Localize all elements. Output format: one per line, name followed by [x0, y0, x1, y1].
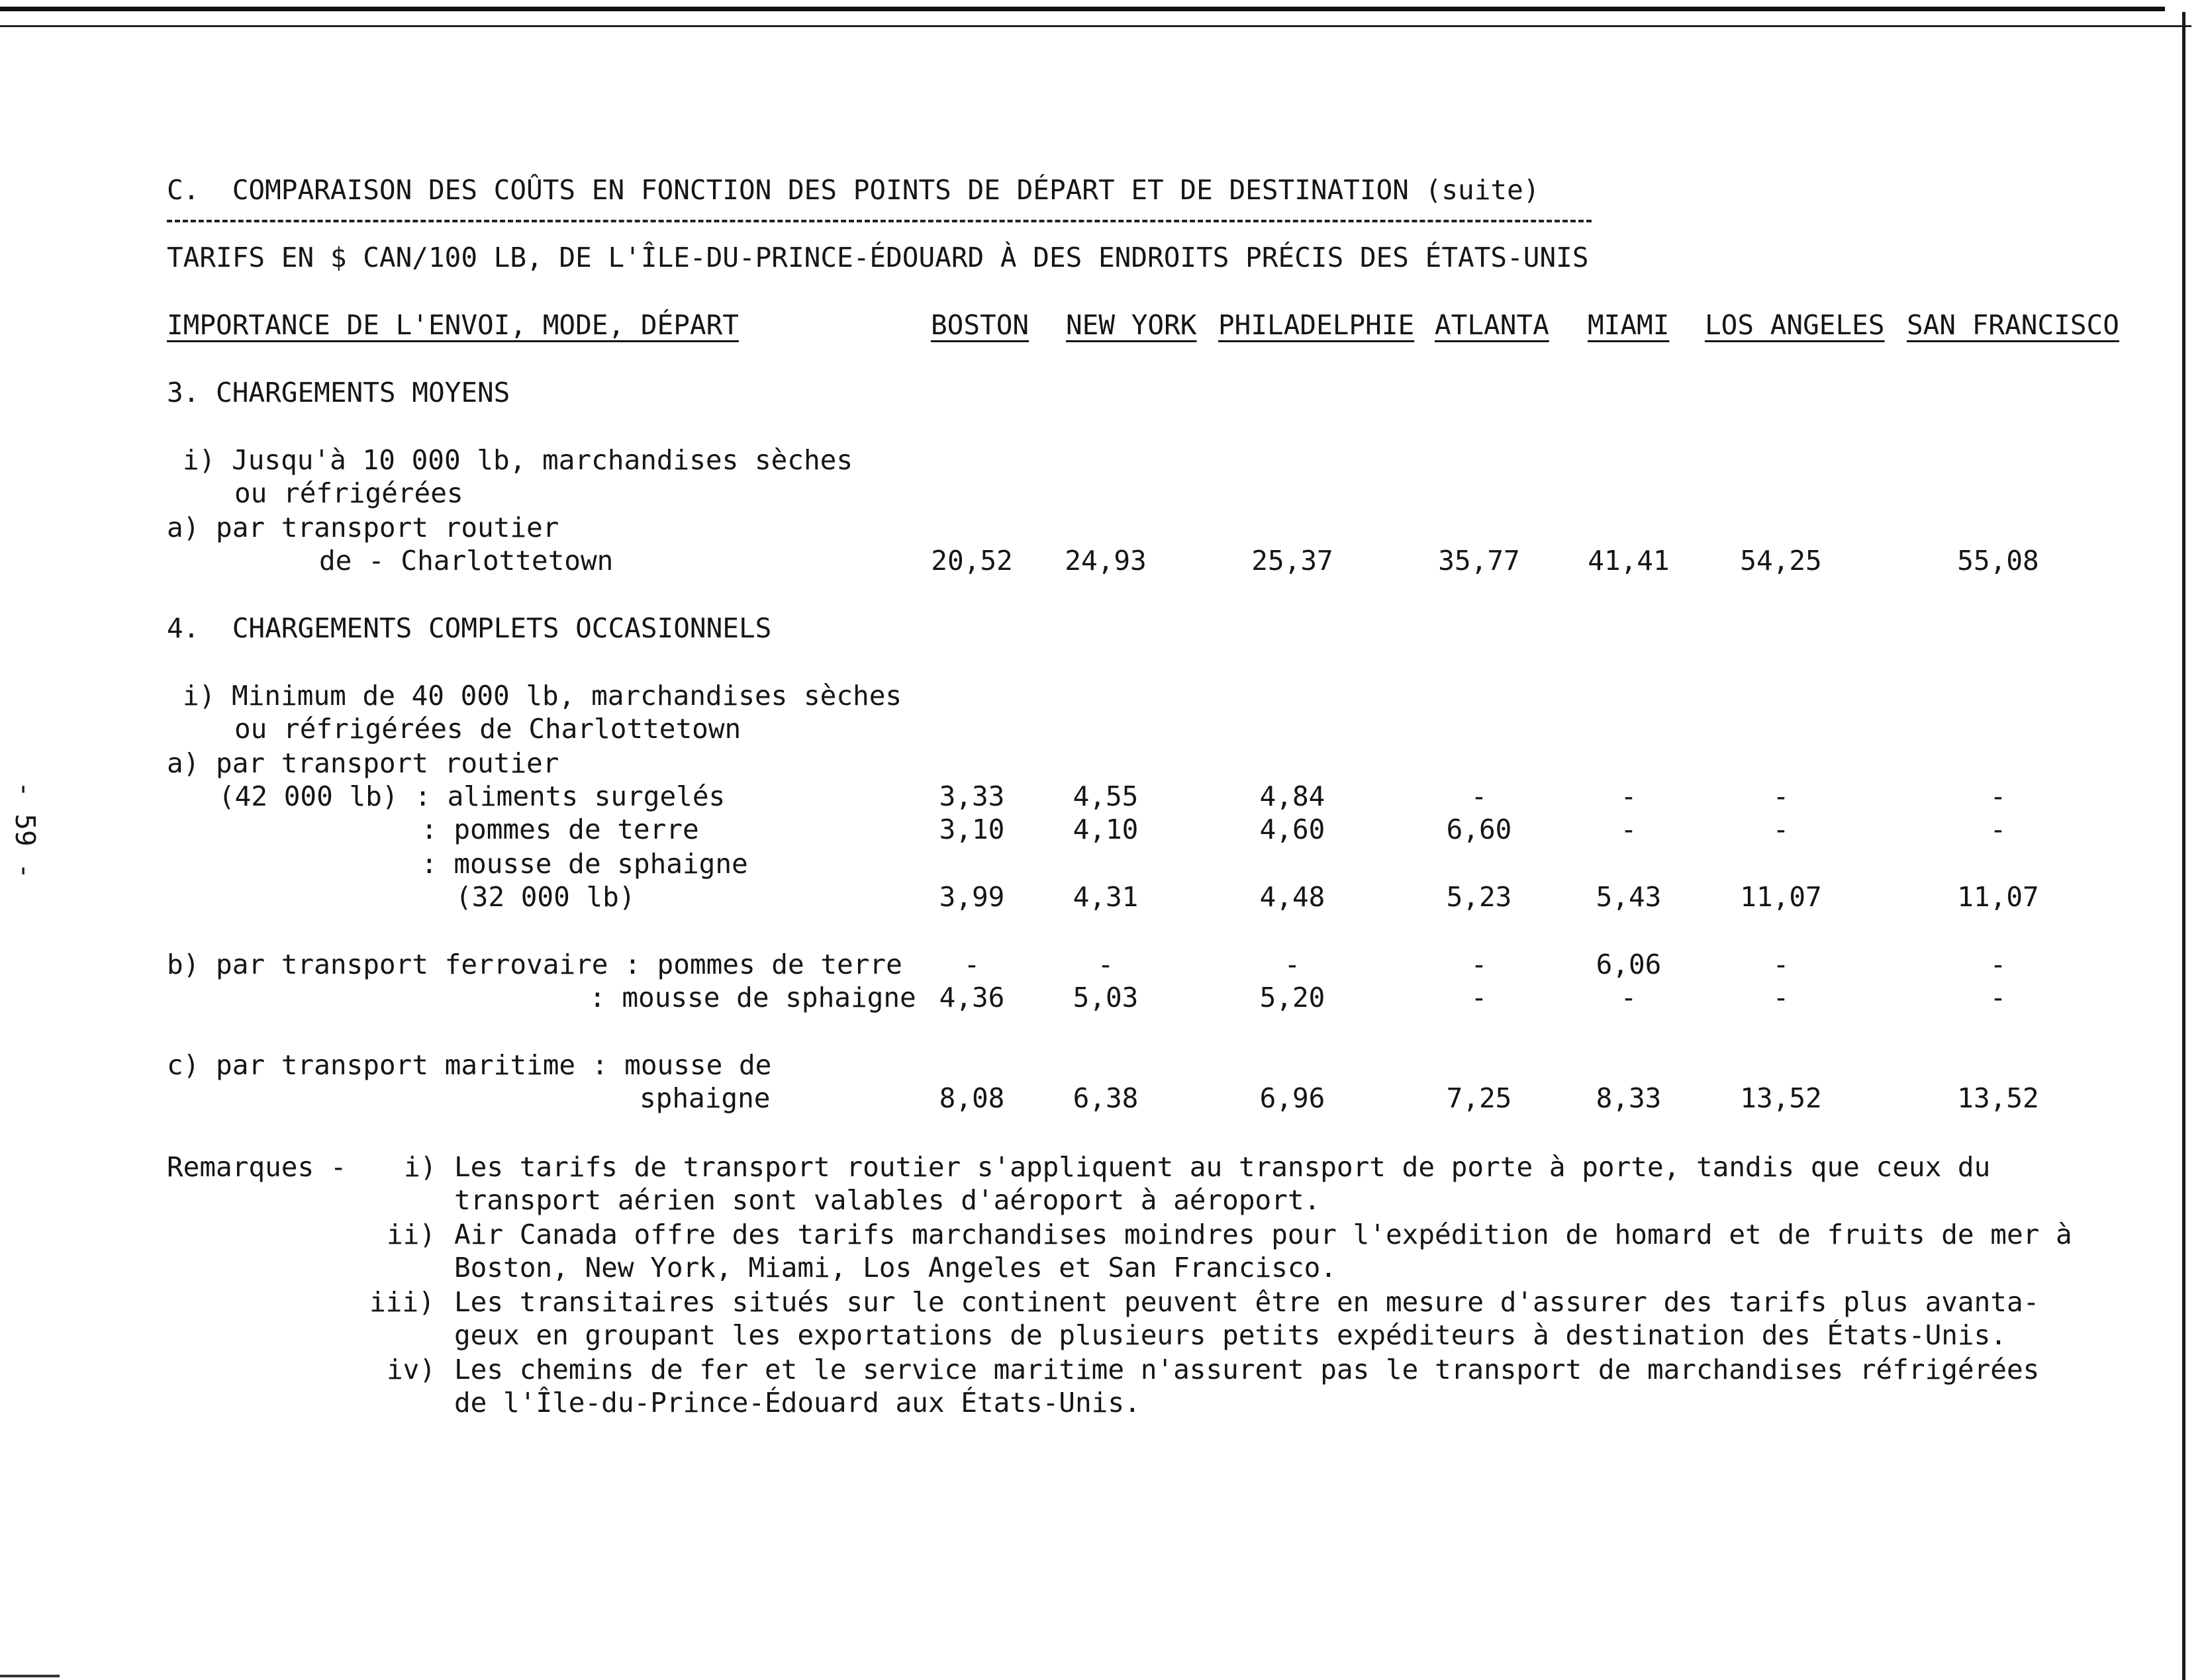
section-3-item-i-cont: ou réfrigérées [234, 477, 463, 509]
value-miami: 5,43 [1596, 881, 1662, 913]
value-atlanta: - [1470, 982, 1488, 1013]
column-header-new-york: NEW YORK [1066, 309, 1197, 341]
rail-moss-label: : mousse de sphaigne [589, 982, 916, 1013]
section-3-item-a: a) par transport routier [167, 512, 559, 543]
remark-text: Air Canada offre des tarifs marchandises moindres pour l'expédition de homard et de fruits de mer à [454, 1219, 2072, 1250]
section-4-title: 4. CHARGEMENTS COMPLETS OCCASIONNELS [167, 612, 772, 644]
value-boston: 3,10 [939, 814, 1005, 845]
rail-potatoes-label: b) par transport ferrovaire : pommes de terre [167, 949, 902, 980]
road-potatoes-label: : pommes de terre [421, 814, 699, 845]
remark-text-cont: geux en groupant les exportations de plusieurs petits expéditeurs à destination des États-Unis. [454, 1319, 2007, 1351]
value-atlanta: 5,23 [1446, 881, 1512, 913]
value-new-york: 4,10 [1073, 814, 1139, 845]
column-header-san-francisco: SAN FRANCISCO [1907, 309, 2119, 341]
value-san-francisco: 55,08 [1957, 545, 2039, 577]
value-los-angeles: - [1772, 814, 1790, 845]
value-san-francisco: 13,52 [1957, 1082, 2039, 1114]
value-atlanta: - [1470, 780, 1488, 812]
remark-text: Les chemins de fer et le service maritime n'assurent pas le transport de marchandises réfrigérées [454, 1354, 2040, 1385]
value-new-york: - [1097, 949, 1114, 980]
value-miami: 41,41 [1588, 545, 1670, 577]
value-miami: 6,06 [1596, 949, 1662, 980]
remark-text: Les transitaires situés sur le continent peuvent être en mesure d'assurer des tarifs plus avanta- [454, 1286, 2040, 1318]
top-border-rule-thin [0, 25, 2191, 27]
crop-mark [0, 1675, 60, 1677]
section-4-road-title: a) par transport routier [167, 747, 559, 779]
remark-number: iv) [387, 1354, 436, 1385]
section-3-title: 3. CHARGEMENTS MOYENS [167, 377, 510, 408]
value-boston: - [963, 949, 981, 980]
value-san-francisco: 11,07 [1957, 881, 2039, 913]
remark-text-cont: de l'Île-du-Prince-Édouard aux États-Unis. [454, 1387, 1141, 1419]
section-4-item-i: i) Minimum de 40 000 lb, marchandises sèches [183, 680, 902, 712]
sea-label-cont: sphaigne [640, 1082, 771, 1114]
value-los-angeles: 13,52 [1740, 1082, 1822, 1114]
value-miami: 8,33 [1596, 1082, 1662, 1114]
value-new-york: 24,93 [1065, 545, 1147, 577]
column-header-shipment: IMPORTANCE DE L'ENVOI, MODE, DÉPART [167, 309, 739, 341]
value-boston: 8,08 [939, 1082, 1005, 1114]
value-miami: - [1620, 814, 1637, 845]
value-philadelphie: 25,37 [1251, 545, 1333, 577]
value-boston: 20,52 [931, 545, 1013, 577]
remark-number: ii) [387, 1219, 436, 1250]
value-philadelphie: 4,60 [1259, 814, 1325, 845]
page-number: - 59 - [9, 781, 41, 880]
value-philadelphie: 6,96 [1259, 1082, 1325, 1114]
remarks-label: Remarques - [167, 1151, 347, 1183]
value-atlanta: 6,60 [1446, 814, 1512, 845]
road-frozen-label: (42 000 lb) : aliments surgelés [218, 780, 726, 812]
value-new-york: 5,03 [1073, 982, 1139, 1013]
remark-text-cont: Boston, New York, Miami, Los Angeles et San Francisco. [454, 1252, 1337, 1283]
value-los-angeles: - [1772, 949, 1790, 980]
column-header-atlanta: ATLANTA [1435, 309, 1549, 341]
section-4-item-i-cont: ou réfrigérées de Charlottetown [234, 713, 742, 745]
value-miami: - [1620, 780, 1637, 812]
right-border-rule [2182, 12, 2185, 1680]
value-philadelphie: 4,48 [1259, 881, 1325, 913]
value-boston: 4,36 [939, 982, 1005, 1013]
value-philadelphie: 5,20 [1259, 982, 1325, 1013]
heading-dashed-rule [167, 220, 1592, 222]
value-san-francisco: - [1989, 949, 2007, 980]
remark-number: i) [404, 1151, 437, 1183]
value-boston: 3,99 [939, 881, 1005, 913]
value-atlanta: 7,25 [1446, 1082, 1512, 1114]
top-border-rule [0, 7, 2165, 11]
value-miami: - [1620, 982, 1637, 1013]
remark-text: Les tarifs de transport routier s'appliquent au transport de porte à porte, tandis que ceux du [454, 1151, 1991, 1183]
remark-number: iii) [369, 1286, 435, 1318]
value-atlanta: 35,77 [1438, 545, 1520, 577]
value-philadelphie: 4,84 [1259, 780, 1325, 812]
value-new-york: 4,55 [1073, 780, 1139, 812]
value-san-francisco: - [1989, 814, 2007, 845]
section-heading: C. COMPARAISON DES COÛTS EN FONCTION DES POINTS DE DÉPART ET DE DESTINATION (suite) [167, 174, 1540, 206]
value-philadelphie: - [1284, 949, 1301, 980]
value-san-francisco: - [1989, 982, 2007, 1013]
column-header-los-angeles: LOS ANGELES [1705, 309, 1885, 341]
value-new-york: 6,38 [1073, 1082, 1139, 1114]
remark-text-cont: transport aérien sont valables d'aéroport à aéroport. [454, 1184, 1321, 1216]
column-header-miami: MIAMI [1588, 309, 1670, 341]
table-subheading: TARIFS EN $ CAN/100 LB, DE L'ÎLE-DU-PRINCE-ÉDOUARD À DES ENDROITS PRÉCIS DES ÉTATS-UNIS [167, 242, 1589, 273]
value-boston: 3,33 [939, 780, 1005, 812]
road-moss-weight: (32 000 lb) [455, 881, 636, 913]
section-3-origin: de - Charlottetown [319, 545, 614, 577]
value-los-angeles: - [1772, 982, 1790, 1013]
value-los-angeles: 11,07 [1740, 881, 1822, 913]
sea-label: c) par transport maritime : mousse de [167, 1049, 772, 1081]
value-los-angeles: - [1772, 780, 1790, 812]
column-header-philadelphie: PHILADELPHIE [1218, 309, 1415, 341]
column-header-boston: BOSTON [931, 309, 1030, 341]
value-los-angeles: 54,25 [1740, 545, 1822, 577]
value-atlanta: - [1470, 949, 1488, 980]
section-3-item-i: i) Jusqu'à 10 000 lb, marchandises sèches [183, 444, 853, 476]
road-moss-label: : mousse de sphaigne [421, 848, 748, 880]
value-san-francisco: - [1989, 780, 2007, 812]
value-new-york: 4,31 [1073, 881, 1139, 913]
